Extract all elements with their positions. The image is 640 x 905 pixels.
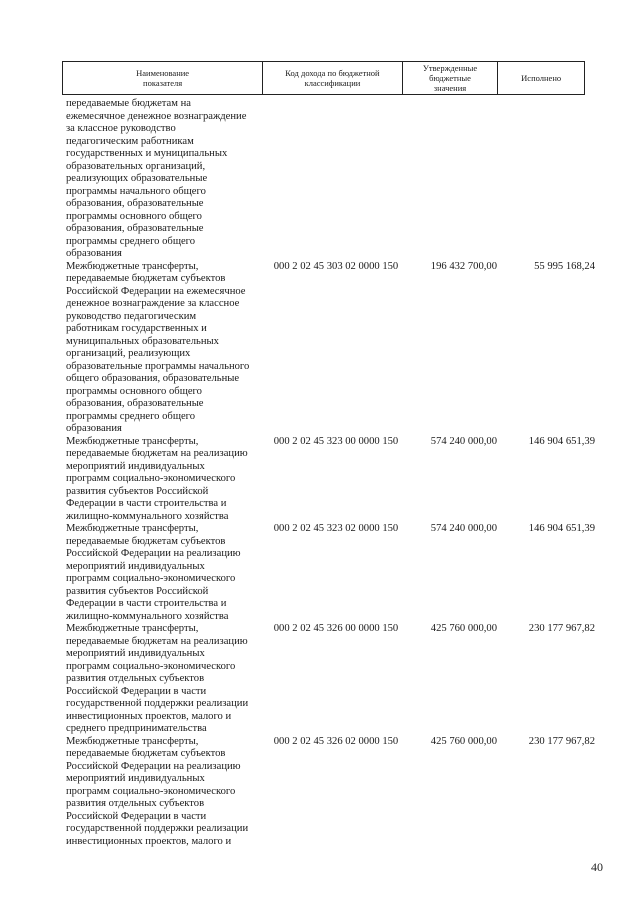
header-executed: Исполнено [521, 73, 562, 83]
table-row [62, 523, 602, 623]
row-executed-value: 146 904 651,39 [528, 523, 595, 534]
row-income-code: 000 2 02 45 326 02 0000 150 [273, 735, 399, 747]
row-approved-value: 196 432 700,00 [430, 260, 497, 272]
table-row [62, 623, 602, 736]
header-income-code: Код дохода по бюджетной классификации [263, 62, 402, 94]
row-indicator-name: Межбюджетные трансферты, передаваемые бюджетам на реализацию мероприятий индивидуальных программ социально-экономического развития субъектов Российской Федерации в части строительства и жилищно-коммунального хозяйства [66, 435, 248, 522]
row-approved-value: 425 760 000,00 [430, 735, 497, 747]
row-approved-value: 425 760 000,00 [430, 623, 497, 634]
table-row [62, 98, 602, 261]
header-approved-values: Утвержденные бюджетные значения [403, 62, 499, 94]
page-number: 40 [591, 860, 603, 874]
row-indicator-name: Межбюджетные трансферты, передаваемые бюджетам субъектов Российской Федерации на ежемесячное денежное вознаграждение за классное руководство педагогическим работникам государственных и муниципальных образовательных организаций, реализующих образовательные программы начального общего образования, образовательные программы основного общего образования, образовательные программы среднего общего образования [66, 260, 250, 434]
table-body [62, 98, 602, 848]
row-income-code: 000 2 02 45 303 02 0000 150 [273, 260, 399, 272]
table-row [62, 736, 602, 849]
table-row [62, 261, 602, 436]
row-indicator-name: Межбюджетные трансферты, передаваемые бюджетам субъектов Российской Федерации на реализацию мероприятий индивидуальных программ социально-экономического развития отдельных субъектов Российской Федерации в части государственной поддержки реализации инвестиционных проектов, малого и [66, 735, 249, 847]
table-header [62, 61, 585, 95]
table-row [62, 436, 602, 524]
row-approved-value: 574 240 000,00 [430, 523, 497, 534]
row-indicator-name: передаваемые бюджетам на ежемесячное денежное вознаграждение за классное руководство педагогическим работникам государственных и муниципальных образовательных организаций, реализующих образовательные программы начального общего образования, образовательные программы основного общего образования, образовательные программы среднего общего образования [66, 98, 247, 259]
row-executed-value: 55 995 168,24 [534, 260, 595, 272]
row-income-code: 000 2 02 45 323 00 0000 150 [273, 435, 399, 447]
header-indicator-name: Наименование показателя [63, 62, 263, 94]
row-executed-value: 146 904 651,39 [528, 435, 595, 447]
row-indicator-name: Межбюджетные трансферты, передаваемые бюджетам субъектов Российской Федерации на реализацию мероприятий индивидуальных программ социально-экономического развития субъектов Российской Федерации в части строительства и жилищно-коммунального хозяйства [66, 523, 241, 622]
row-executed-value: 230 177 967,82 [528, 735, 595, 747]
row-income-code: 000 2 02 45 326 00 0000 150 [273, 623, 399, 634]
row-indicator-name: Межбюджетные трансферты, передаваемые бюджетам на реализацию мероприятий индивидуальных программ социально-экономического развития отдельных субъектов Российской Федерации в части государственной поддержки реализации инвестиционных проектов, малого и среднего предпринимательства [66, 623, 249, 734]
row-income-code: 000 2 02 45 323 02 0000 150 [273, 523, 399, 534]
row-approved-value: 574 240 000,00 [430, 435, 497, 447]
row-executed-value: 230 177 967,82 [528, 623, 595, 634]
